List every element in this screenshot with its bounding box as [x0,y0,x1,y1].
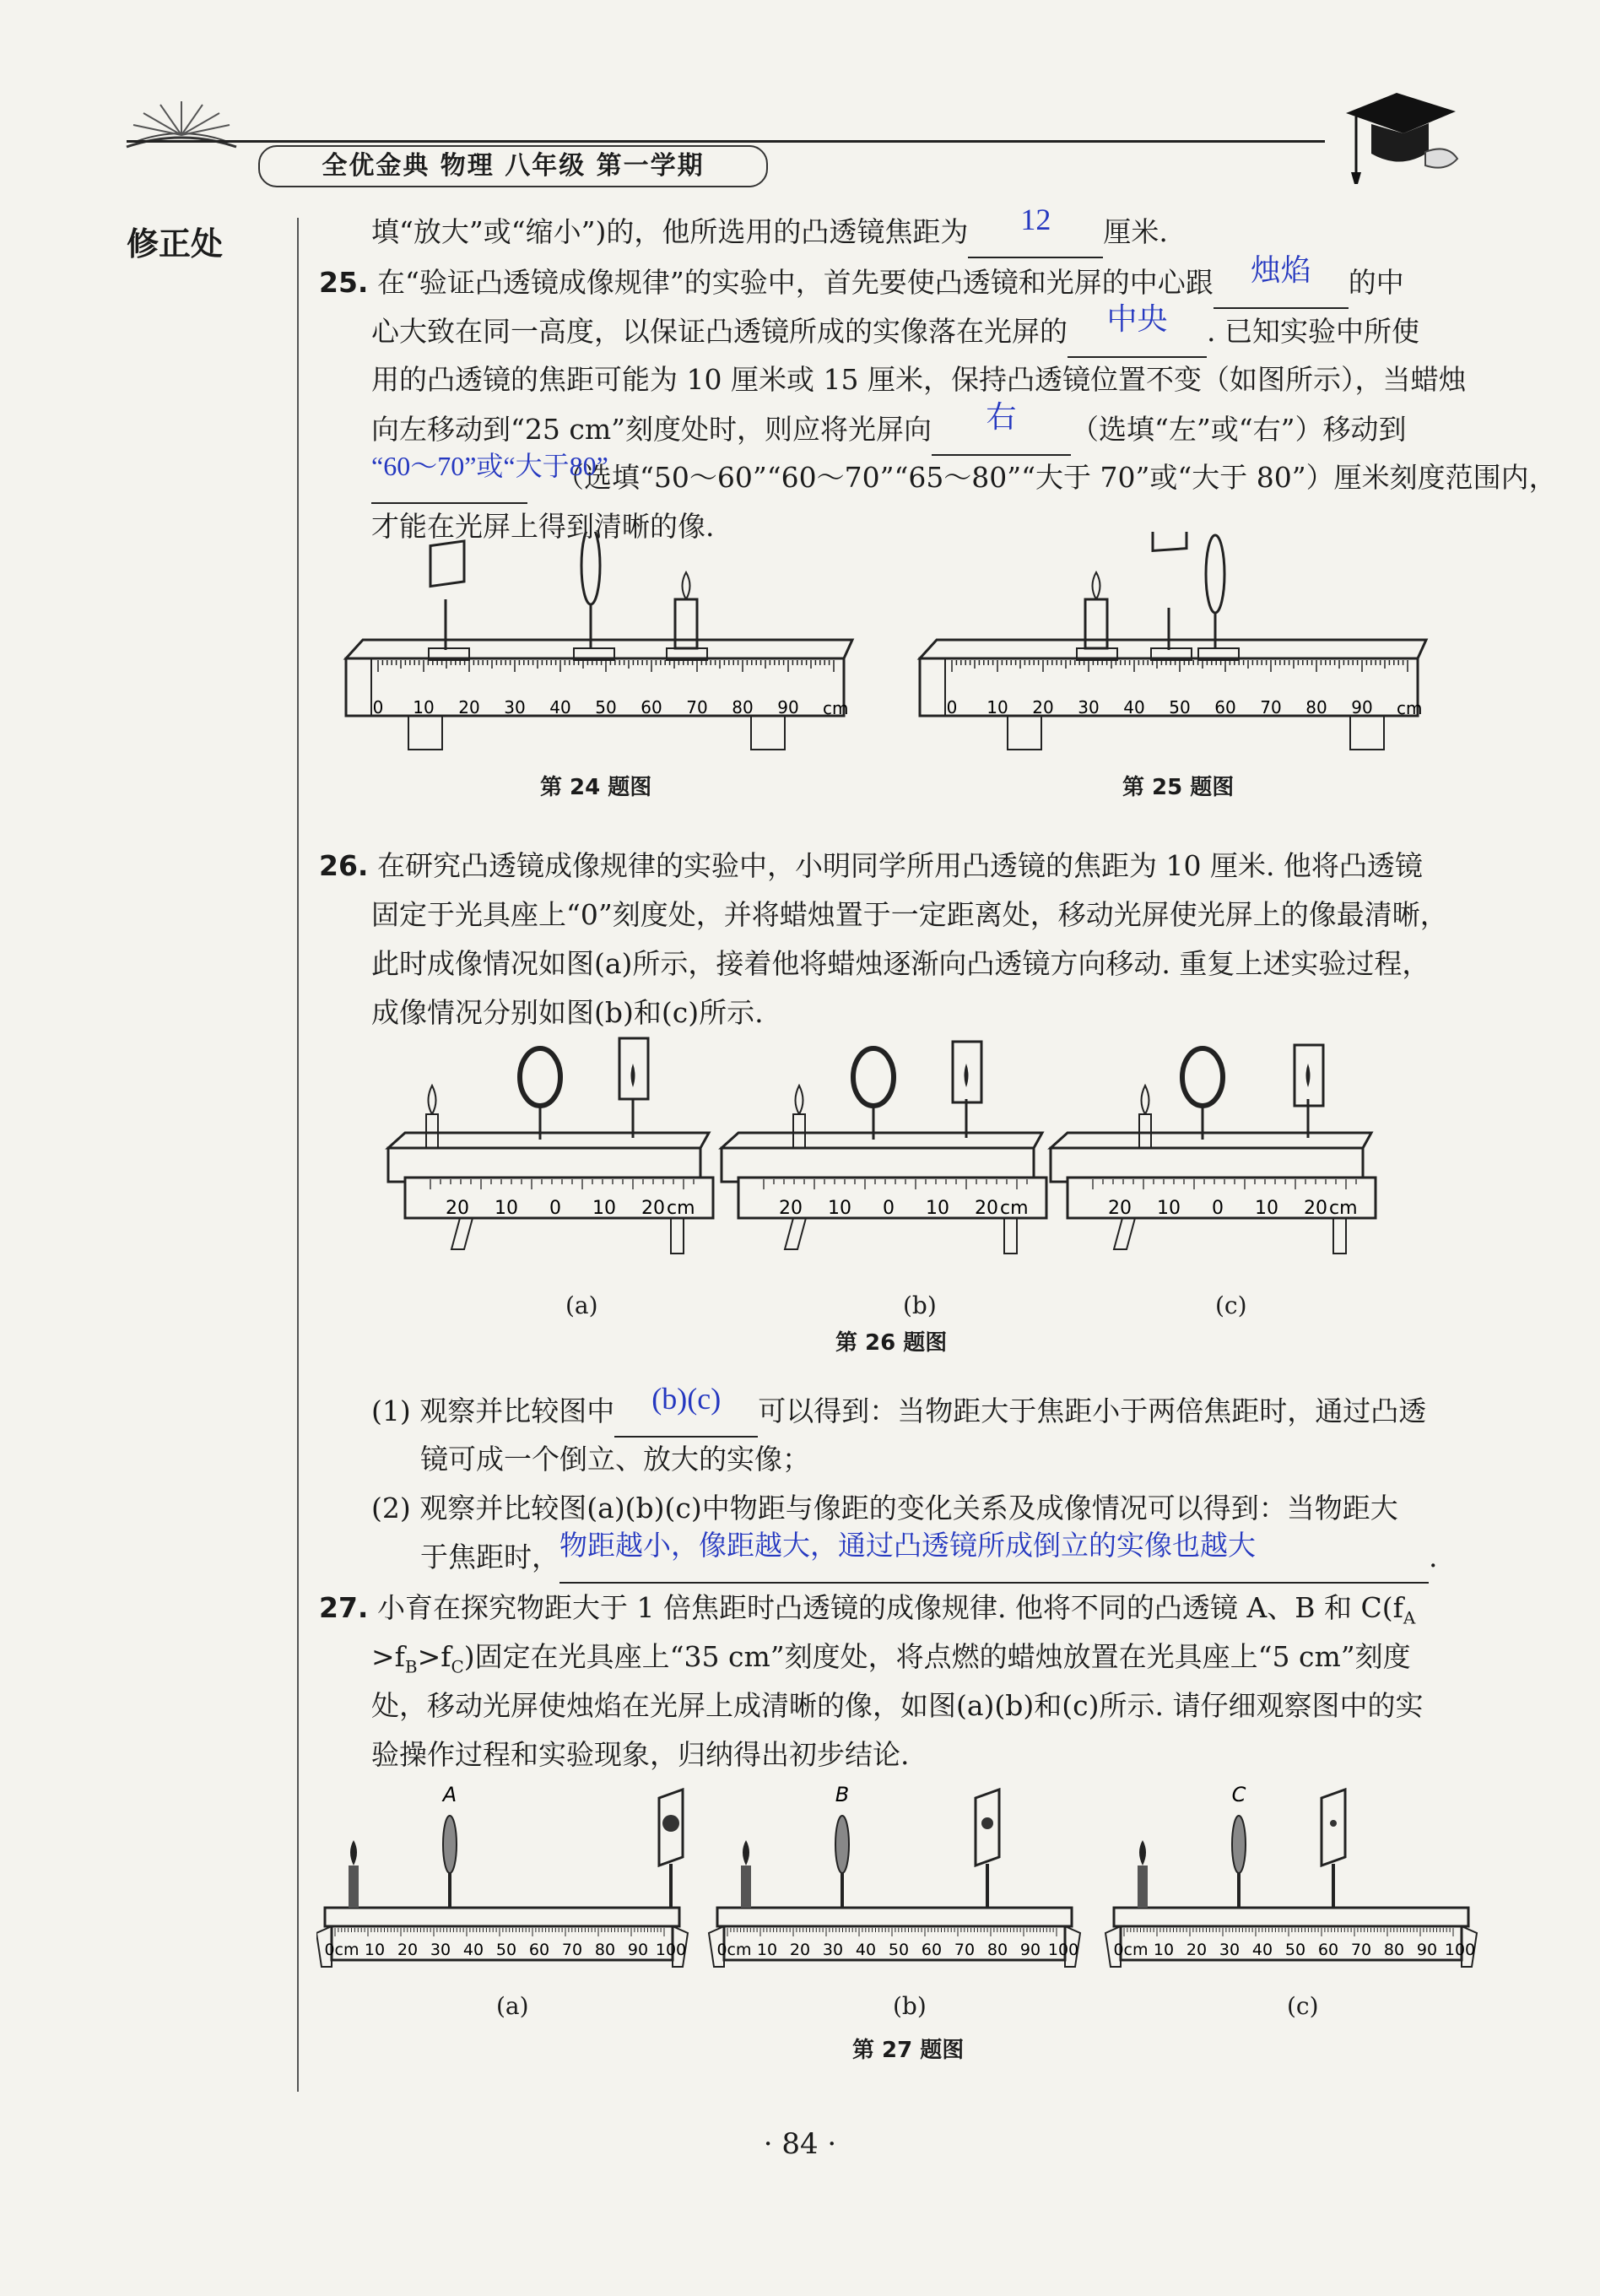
figure-25-caption: 第 25 题图 [1122,775,1235,800]
q25-answer1: 烛焰 [1250,253,1311,287]
ruler-tick-label: 30 [504,697,526,718]
lens [853,1048,894,1106]
ruler-tick-label: 80 [1305,697,1327,718]
ruler-unit: cm [1329,1198,1358,1219]
ruler-tick-label: 50 [1169,697,1191,718]
ruler-tick-label: 90 [1351,697,1373,718]
q27-text2b: )固定在光具座上“35 cm”刻度处，将点燃的蜡烛放置在光具座上“5 cm”刻度 [463,1640,1411,1673]
q25-text5b: （选填“50～60”“60～70”“65～80”“大于 70”或“大于 80”）厘米刻度范围内， [556,461,1557,494]
q24-tail-line [371,203,1168,258]
q25-text4b: （选填“左”或“右”）移动到 [1071,413,1407,446]
q26-sub1-line2: 镜可成一个倒立、放大的实像； [420,1443,810,1476]
q27-text2-mid: >f [417,1640,451,1673]
header-rule [127,140,1325,143]
q25-line2 [371,302,1419,358]
ruler-tick-label: 0cm [1113,1941,1149,1959]
figure-24-25 [338,532,1460,802]
ruler-tick-label: 90 [777,697,799,718]
ruler-tick-label: 20 [779,1198,803,1219]
q25-line6: 才能在光屏上得到清晰的像. [371,510,715,543]
q26-text1: 在研究凸透镜成像规律的实验中，小明同学所用凸透镜的焦距为 10 厘米. 他将凸透镜 [376,849,1423,882]
q27-number: 27. [319,1591,369,1624]
ruler-tick-label: 60 [921,1941,943,1959]
screen [1322,1790,1345,1866]
q27-sub-a: A [1403,1607,1416,1628]
ruler-tick-label: 10 [364,1941,386,1959]
q26-sub1-text-a: 观察并比较图中 [419,1394,615,1427]
q26-number: 26. [319,849,369,882]
book-ornament-icon [118,95,245,154]
q26-sub1-prefix: (1) [371,1394,411,1427]
q25-answer2: 中央 [1106,302,1168,336]
ruler-tick-label: 80 [594,1941,616,1959]
ruler-tick-label: 0 [549,1198,561,1219]
ruler-tick-label: 50 [495,1941,517,1959]
q26-sub1-blank [614,1382,758,1438]
screen-image [1330,1820,1337,1827]
lens [835,1816,849,1873]
ruler-tick-label: 40 [1251,1941,1273,1959]
ruler-tick-label: 30 [1078,697,1100,718]
q25-number: 25. [319,266,369,299]
q24-answer-blank [968,203,1103,258]
rail [717,1908,1072,1926]
bench-top [722,1133,1042,1148]
figure-26-bench-b [722,1042,1046,1254]
q26-line1 [319,842,1423,891]
q26-sub2-answer: 物距越小，像距越大，通过凸透镜所成倒立的实像也越大 [559,1529,1256,1562]
candle-flame [429,1086,436,1114]
figure-27-caption: 第 27 题图 [852,2038,965,2063]
ruler-tick-label: 10 [986,697,1008,718]
ruler-tick-label: 60 [1214,697,1236,718]
ruler-tick-label: 0 [372,697,384,718]
ruler-tick-label: 70 [561,1941,583,1959]
ruler-24-unit: cm [823,698,849,718]
candle [1138,1866,1148,1908]
ruler-tick-label: 10 [495,1198,518,1219]
ruler-tick-label: 40 [549,697,571,718]
q25-blank4 [371,451,608,504]
q26-sub2-text-a: 观察并比较图(a)(b)(c)中物距与像距的变化关系及成像情况可以得到：当物距大 [419,1492,1398,1524]
ruler-tick-label: 0cm [324,1941,359,1959]
candle-flame [1142,1086,1149,1114]
ruler-tick-label: 70 [954,1941,976,1959]
ruler-tick-label: 70 [1350,1941,1372,1959]
book-header-title: 全优金典 物理 八年级 第一学期 [258,145,768,187]
q25-line1 [319,253,1404,309]
ruler-tick-label: 30 [1219,1941,1241,1959]
graduation-cap-icon [1338,78,1464,187]
ruler-tick-label: 30 [430,1941,451,1959]
candle-flame [743,1840,749,1866]
ruler-tick-label: 0cm [716,1941,752,1959]
bench-leg [1114,1218,1135,1249]
ruler-tick-label: 20 [1108,1198,1132,1219]
bench-leg [785,1218,806,1249]
q26-sub1-answer: (b)(c) [651,1382,722,1416]
figure-27-label-b: (b) [893,1992,927,2020]
ruler-tick-label: 10 [756,1941,778,1959]
ruler-tick-label: 90 [1416,1941,1438,1959]
figure-27-bench-b [709,1783,1080,1967]
q27-text1: 小育在探究物距大于 1 倍焦距时凸透镜的成像规律. 他将不同的凸透镜 A、B 和 C(f [376,1591,1403,1624]
figure-27-label-a: (a) [496,1992,529,2020]
q24-tail-text1: 填“放大”或“缩小”)的，他所选用的凸透镜焦距为 [371,215,969,248]
ruler-tick-label: 100 [1444,1941,1476,1959]
ruler-tick-label: 60 [528,1941,550,1959]
q25-answer4: “60～70”或“大于80” [371,451,608,481]
ruler-tick-label: 80 [986,1941,1008,1959]
bench-leg [1333,1218,1346,1254]
ruler-tick-label: 10 [828,1198,851,1219]
ruler-tick-label: 10 [592,1198,616,1219]
q26-sub1-line1 [371,1382,1427,1438]
ruler-tick-label: 40 [855,1941,877,1959]
q26-line3: 此时成像情况如图(a)所示，接着他将蜡烛逐渐向凸透镜方向移动. 重复上述实验过程， [371,947,1430,980]
q25-text2b: . 已知实验中所使 [1207,315,1419,348]
ruler-tick-label: 40 [1123,697,1145,718]
ruler-tick-label: 20 [1032,697,1054,718]
ruler-tick-label: 70 [686,697,708,718]
rail [1114,1908,1468,1926]
screen-image [662,1815,679,1832]
ruler-tick-label: 70 [1260,697,1282,718]
q26-sub2-line1 [371,1484,1398,1533]
bench-leg [451,1218,473,1249]
lens [1232,1816,1246,1873]
q26-sub2-prefix: (2) [371,1492,411,1524]
q27-sub-c: C [451,1656,464,1677]
ruler-tick-label: 50 [888,1941,910,1959]
q25-answer3: 右 [986,400,1017,434]
q25-text1a: 在“验证凸透镜成像规律”的实验中，首先要使凸透镜和光屏的中心跟 [376,266,1214,299]
rail [325,1908,679,1926]
ruler-tick-label: 50 [1284,1941,1306,1959]
q25-text4a: 向左移动到“25 cm”刻度处时，则应将光屏向 [371,413,932,446]
q26-line2: 固定于光具座上“0”刻度处，并将蜡烛置于一定距离处，移动光屏使光屏上的像最清晰， [371,898,1448,931]
ruler-tick-label: 60 [1317,1941,1339,1959]
q25-blank2 [1068,302,1207,358]
ruler-tick-label: 50 [595,697,617,718]
q25-line4 [371,400,1407,456]
ruler-tick-label: 80 [732,697,754,718]
ruler-unit: cm [667,1198,695,1219]
ruler-tick-label: 40 [462,1941,484,1959]
q24-answer: 12 [1020,203,1051,236]
page-number: · 84 · [763,2127,837,2161]
q25-text2a: 心大致在同一高度，以保证凸透镜所成的实像落在光屏的 [371,315,1068,348]
figure-27-bench-a [316,1783,688,1967]
figure-26-label-b: (b) [903,1292,937,1319]
ruler-tick-label: 20 [975,1198,998,1219]
q26-sub2-text-b: 于焦距时， [420,1541,559,1573]
ruler-unit: cm [1000,1198,1029,1219]
bench-top [388,1133,709,1148]
figure-27-bench-c [1105,1783,1477,1967]
screen-image [981,1817,993,1829]
q26-sub1-text-b: 可以得到：当物距大于焦距小于两倍焦距时，通过凸透 [758,1394,1427,1427]
figure-26-bench-c [1051,1045,1376,1254]
ruler-tick-label: 20 [446,1198,469,1219]
q25-blank1 [1214,253,1349,309]
ruler-tick-label: 0 [883,1198,895,1219]
ruler-tick-label: 100 [655,1941,687,1959]
figure-26-caption: 第 26 题图 [835,1330,948,1356]
margin-divider [297,218,299,2092]
q27-line4: 验操作过程和实验现象，归纳得出初步结论. [371,1738,910,1771]
lens [443,1816,457,1873]
ruler-tick-label: 20 [1304,1198,1327,1219]
figure-26 [380,1030,1477,1283]
ruler-tick-label: 10 [1255,1198,1278,1219]
bench-top [1051,1133,1371,1148]
figure-26-label-c: (c) [1215,1292,1247,1319]
ruler-tick-label: 20 [789,1941,811,1959]
figure-26-bench-a [388,1038,713,1254]
ruler-tick-label: 100 [1047,1941,1079,1959]
q26-line4: 成像情况分别如图(b)和(c)所示. [371,996,764,1029]
ruler-tick-label: 10 [1157,1198,1181,1219]
figure-27 [316,1764,1515,1992]
q25-text1b: 的中 [1348,266,1404,299]
bench-leg [671,1218,684,1254]
ruler-tick-label: 30 [822,1941,844,1959]
ruler-tick-label: 20 [397,1941,419,1959]
q25-line5 [371,453,1557,504]
ruler-tick-label: 10 [926,1198,949,1219]
q27-text2: >f [371,1640,405,1673]
ruler-tick-label: 90 [1019,1941,1041,1959]
figure-27-label-c: (c) [1287,1992,1319,2020]
lens-label: A [442,1783,457,1806]
figure-24-caption: 第 24 题图 [540,775,652,800]
ruler-tick-label: 20 [641,1198,665,1219]
q26-sub2-line2 [420,1529,1438,1584]
margin-correction-label: 修正处 [127,225,224,263]
q27-sub-b: B [404,1656,418,1677]
ruler-tick-label: 20 [1186,1941,1208,1959]
lens-label: C [1231,1783,1246,1806]
ruler-tick-label: 90 [627,1941,649,1959]
candle [741,1866,751,1908]
ruler-tick-label: 60 [641,697,662,718]
candle [349,1866,359,1908]
q26-sub2-blank [559,1529,1429,1584]
ruler-tick-label: 10 [413,697,435,718]
lens [520,1048,560,1106]
candle-flame [1139,1840,1146,1866]
q24-tail-text2: 厘米. [1103,215,1168,248]
lens-label: B [835,1783,850,1806]
ruler-tick-label: 20 [458,697,480,718]
q25-line3: 用的凸透镜的焦距可能为 10 厘米或 15 厘米，保持凸透镜位置不变（如图所示），当蜡烛 [371,363,1467,396]
figure-26-label-a: (a) [565,1292,598,1319]
q27-line3: 处，移动光屏使烛焰在光屏上成清晰的像，如图(a)(b)和(c)所示. 请仔细观察图中的实 [371,1689,1424,1722]
ruler-tick-label: 0 [1212,1198,1224,1219]
candle-flame [350,1840,357,1866]
ruler-25-unit: cm [1397,698,1423,718]
q25-blank3 [932,400,1071,456]
bench-leg [1004,1218,1017,1254]
ruler-tick-label: 0 [946,697,958,718]
candle-flame [796,1086,803,1114]
ruler-tick-label: 80 [1383,1941,1405,1959]
lens [1182,1048,1223,1106]
q26-sub2-text-c: . [1429,1541,1438,1573]
ruler-tick-label: 10 [1153,1941,1175,1959]
